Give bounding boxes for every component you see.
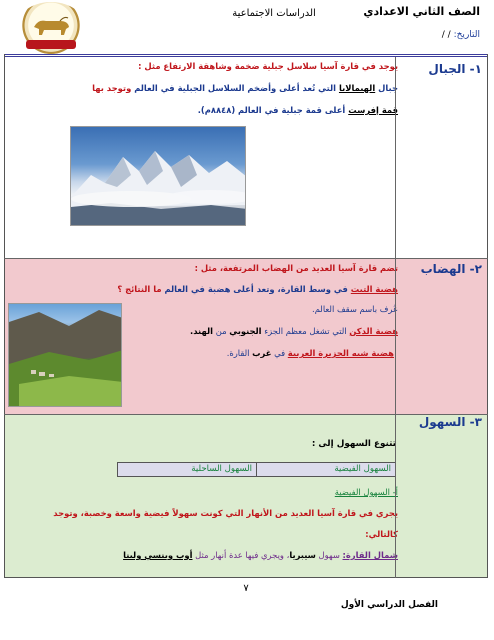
row-divider-1 xyxy=(4,258,488,259)
logo-ribbon xyxy=(26,40,76,49)
himalaya-term: الهيمالايا xyxy=(338,83,376,93)
plateaus-line-4: هضبة الدكن التي تشغل معظم الجزء الجنوبي من الهند. xyxy=(190,326,398,336)
plains-subheading: أ- السهول الفيضية xyxy=(334,487,398,497)
plateau-image-icon xyxy=(9,304,122,407)
date-field xyxy=(424,30,480,40)
plateaus-line-3: عُرف باسم سقف العالم. xyxy=(312,304,398,314)
plains-col-floodplain: السهول الفيضية xyxy=(334,464,391,474)
tibet-term: هضبة التبت xyxy=(350,284,398,294)
school-logo xyxy=(16,2,86,54)
plateau-photo xyxy=(8,303,122,407)
semester-footer: الفصل الدراسي الأول xyxy=(340,600,438,610)
rivers-term: أوب وينسي ولينا xyxy=(123,550,193,560)
subject-title: الدراسات الاجتماعية xyxy=(232,8,316,19)
plateaus-line-1: تضم قارة آسيا العديد من الهضاب المرتفعة، مثل : xyxy=(194,263,398,273)
plains-heading: ٣- السهول xyxy=(418,415,482,429)
grade-title: الصف الثاني الاعدادي xyxy=(363,5,480,18)
page-header xyxy=(0,0,494,58)
bull-emblem-icon xyxy=(30,15,72,37)
plains-line-5: شمال القارة: سهول سيبريا، ويجري فيها عدة أنهار مثل أوب وينسي ولينا xyxy=(123,550,398,560)
everest-term: قمة إفرست xyxy=(348,105,398,115)
date-label: التاريخ: xyxy=(453,30,480,40)
arabian-plateau-term: هضبة شبه الجزيرة العربية xyxy=(287,348,394,358)
north-continent-term: شمال القارة: xyxy=(342,550,398,560)
mountain-image-icon xyxy=(71,127,246,226)
plains-line-3: يجري في قارة آسيا العديد من الأنهار التي كونت سهولاً فيضية واسعة وخصبة، وتوجد xyxy=(53,508,398,518)
page-number: ٧ xyxy=(243,583,249,594)
plains-col-coastal: السهول الساحلية xyxy=(118,463,257,476)
plains-line-4: كالتالي: xyxy=(365,529,398,539)
row-divider-2 xyxy=(4,414,488,415)
himalaya-photo xyxy=(70,126,246,226)
deccan-term: هضبة الدكن xyxy=(349,326,398,336)
mountains-line-3: قمة إفرست أعلى قمة جبلية في العالم (٨٨٤٨م). xyxy=(197,105,398,115)
plains-types-table xyxy=(117,462,396,477)
plateaus-heading: ٢- الهضاب xyxy=(420,262,482,276)
plateaus-line-2: هضبة التبت في وسط القارة، وتعد أعلى هضبة في العالم ما النتائج ؟ xyxy=(117,284,398,294)
column-divider xyxy=(395,57,396,578)
mountains-line-2: جبال الهيمالايا التي تُعد أعلى وأضخم السلاسل الجبلية في العالم وتوجد بها xyxy=(92,83,398,93)
plateaus-line-5: هضبة شبه الجزيرة العربية في غرب القارة. xyxy=(226,348,394,358)
plains-line-1: تتنوع السهول إلى : xyxy=(311,439,396,449)
mountains-line-1: يوجد في قارة آسيا سلاسل جبلية ضخمة وشاهقة الارتفاع مثل : xyxy=(138,61,398,71)
date-value: / / xyxy=(441,30,451,40)
mountains-heading: ١- الجبال xyxy=(428,62,482,76)
